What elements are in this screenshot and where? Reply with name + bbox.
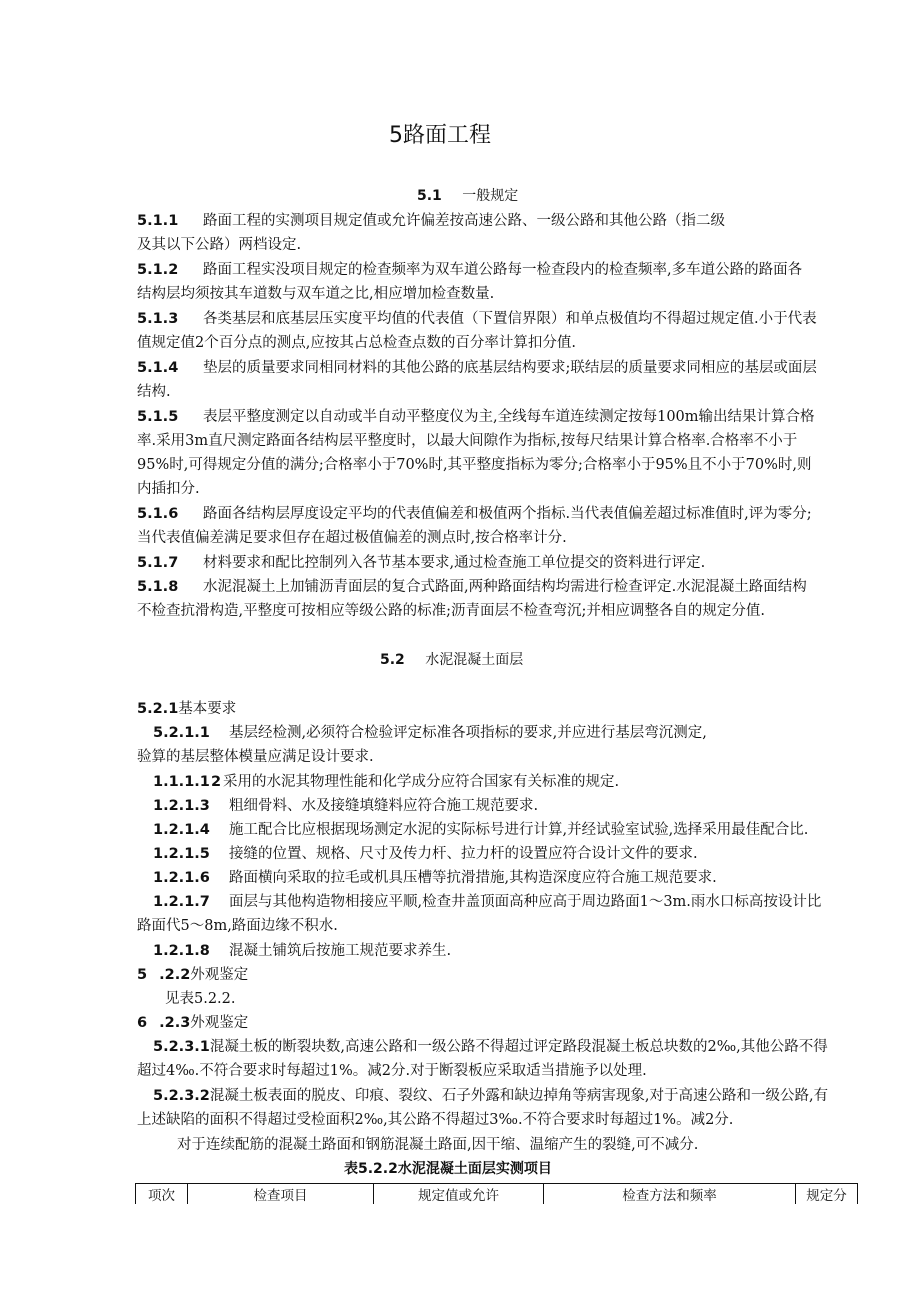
item-number: 1.2.1.7 [153,894,210,910]
clause-text: 不检查抗滑构造,平整度可按相应等级公路的标准;沥青面层不检查弯沉;并相应调整各自的规定分值. [137,603,765,619]
item-text: 基层经检测,必须符合检验评定标准各项指标的要求,并应进行基层弯沉测定, [229,725,707,741]
measurement-table [135,1183,858,1204]
subsection-number: 5.2.1 [137,701,179,717]
section-heading-5-2 [380,650,523,670]
item-text: 混凝土铺筑后按施工规范要求养生. [229,943,452,959]
table-header-cell: 规定分 [796,1184,858,1205]
section-number: 5.2 [380,652,405,668]
table-reference-note: 见表5.2.2. [165,991,236,1007]
item-number: 1.2.1.4 [153,822,210,838]
table-header-cell: 项次 [136,1184,188,1205]
item-text: 上述缺陷的面积不得超过受检面积2‰,其公路不得超过3‰.不符合要求时每超过1%。减2分. [137,1112,734,1128]
clause-number: 5.1.3 [137,311,179,327]
clause-text: 路面各结构层厚度设定平均的代表值偏差和极值两个指标.当代表值偏差超过标准值时,评为零分; [203,506,812,522]
item-number: 1.2.1.5 [153,846,210,862]
table-caption: 表5.2.2水泥混凝土面层实测项目 [344,1161,552,1177]
page-title: 5路面工程 [389,123,491,148]
clause-number: 5.1.4 [137,360,179,376]
clause-text: 材料要求和配比控制列入各节基本要求,通过检查施工单位提交的资料进行评定. [203,555,706,571]
clause-text: 95%时,可得规定分值的满分;合格率小于70%时,其平整度指标为零分;合格率小于95%且不小于70%时,则 [137,457,812,473]
table-header-row [136,1184,858,1205]
item-text: 接缝的位置、规格、尺寸及传力杆、拉力杆的设置应符合设计文件的要求. [229,846,698,862]
item-number: 5.2.3.2 [153,1088,210,1104]
table-header-cell: 检查项目 [188,1184,374,1205]
clause-number: 5.1.7 [137,555,179,571]
clause-text: 路面工程的实测项目规定值或允许偏差按高速公路、一级公路和其他公路（指二级 [203,213,725,229]
closing-paragraph: 对于连续配筋的混凝土路面和钢筋混凝土路面,因干缩、温缩产生的裂缝,可不减分. [177,1137,699,1153]
clause-text: 内插扣分. [137,481,200,497]
clause-number: 5.1.8 [137,579,179,595]
item-number: 1.2.1.3 [153,798,210,814]
subsection-number: 5 [137,967,148,983]
item-number: 1.1.1.1 [153,774,210,790]
subsection-title: 外观鉴定 [190,1015,249,1031]
subsection-title: 外观鉴定 [190,967,249,983]
clause-text: 水泥混凝土上加铺沥青面层的复合式路面,两种路面结构均需进行检查评定.水泥混凝土路面结构 [203,579,807,595]
subsection-heading [137,699,236,719]
subsection-title: 基本要求 [178,701,237,717]
item-number-suffix: 2 [211,774,222,790]
clause-number: 5.1.1 [137,213,179,229]
clause-text: 值规定值2个百分点的测点,应按其占总检查点数的百分率计算扣分值. [137,335,576,351]
clause-text: 路面工程实没项目规定的检查频率为双车道公路每一检查段内的检查频率,多车道公路的路面各 [203,262,803,278]
clause-text: 垫层的质量要求同相同材料的其他公路的底基层结构要求;联结层的质量要求同相应的基层或面层 [203,360,817,376]
item-number: 1.2.1.6 [153,870,210,886]
item-text: 采用的水泥其物理性能和化学成分应符合国家有关标准的规定. [223,774,620,790]
clause-text: 结构层均须按其车道数与双车道之比,相应增加检查数量. [137,286,495,302]
item-text: 超过4‰.不符合要求时每超过1%。减2分.对于断裂板应采取适当措施予以处理. [137,1063,647,1079]
item-text: 面层与其他构造物相接应平顺,检查井盖顶面高种应高于周边路面1～3m.雨水口标高按设计比 [229,894,822,910]
item-text: 粗细骨料、水及接缝填缝料应符合施工规范要求. [229,798,539,814]
subsection-number-part: .2.2 [159,967,191,983]
item-number: 5.2.1.1 [153,725,210,741]
item-line [153,1086,828,1106]
item-text: 路面横向采取的拉毛或机具压槽等抗滑措施,其构造深度应符合施工规范要求. [229,870,717,886]
clause-text: 各类基层和底基层压实度平均值的代表值（下置信界限）和单点极值均不得超过规定值.小于代表 [203,311,817,327]
clause-text: 率.采用3m直尺测定路面各结构层平整度时，以最大间隙作为指标,按每尺结果计算合格率.合格率不小于 [137,433,798,449]
item-text: 路面代5～8m,路面边缘不积水. [137,918,338,934]
clause-number: 5.1.2 [137,262,179,278]
table-header-cell: 检查方法和频率 [544,1184,796,1205]
item-text: 验算的基层整体模量应满足设计要求. [137,749,374,765]
section-heading-5-1 [417,186,518,206]
clause-number: 5.1.6 [137,506,179,522]
item-number: 1.2.1.8 [153,943,210,959]
clause-text: 表层平整度测定以自动或半自动平整度仪为主,全线每车道连续测定按每100m输出结果计算合格 [203,409,815,425]
clause-text: 及其以下公路）两档设定. [137,237,302,253]
item-number: 5.2.3.1 [153,1039,210,1055]
table-header-cell: 规定值或允许 [374,1184,544,1205]
item-text: 施工配合比应根据现场测定水泥的实际标号进行计算,并经试验室试验,选择采用最佳配合比. [229,822,809,838]
clause-text: 结构. [137,384,171,400]
section-title: 水泥混凝土面层 [425,652,524,668]
clause-text: 当代表值偏差满足要求但存在超过极值偏差的测点时,按合格率计分. [137,530,567,546]
section-number: 5.1 [417,188,442,204]
item-text: 混凝土板表面的脱皮、印痕、裂纹、石子外露和缺边掉角等病害现象,对于高速公路和一级公路,有 [209,1088,829,1104]
subsection-heading [137,965,248,985]
item-line [153,1037,828,1057]
section-title: 一般规定 [462,188,519,204]
clause-number: 5.1.5 [137,409,179,425]
item-text: 混凝土板的断裂块数,高速公路和一级公路不得超过评定路段混凝土板总块数的2‰,其他公路不得 [209,1039,828,1055]
subsection-number: 6 [137,1015,148,1031]
subsection-heading [137,1013,248,1033]
subsection-number-part: .2.3 [159,1015,191,1031]
